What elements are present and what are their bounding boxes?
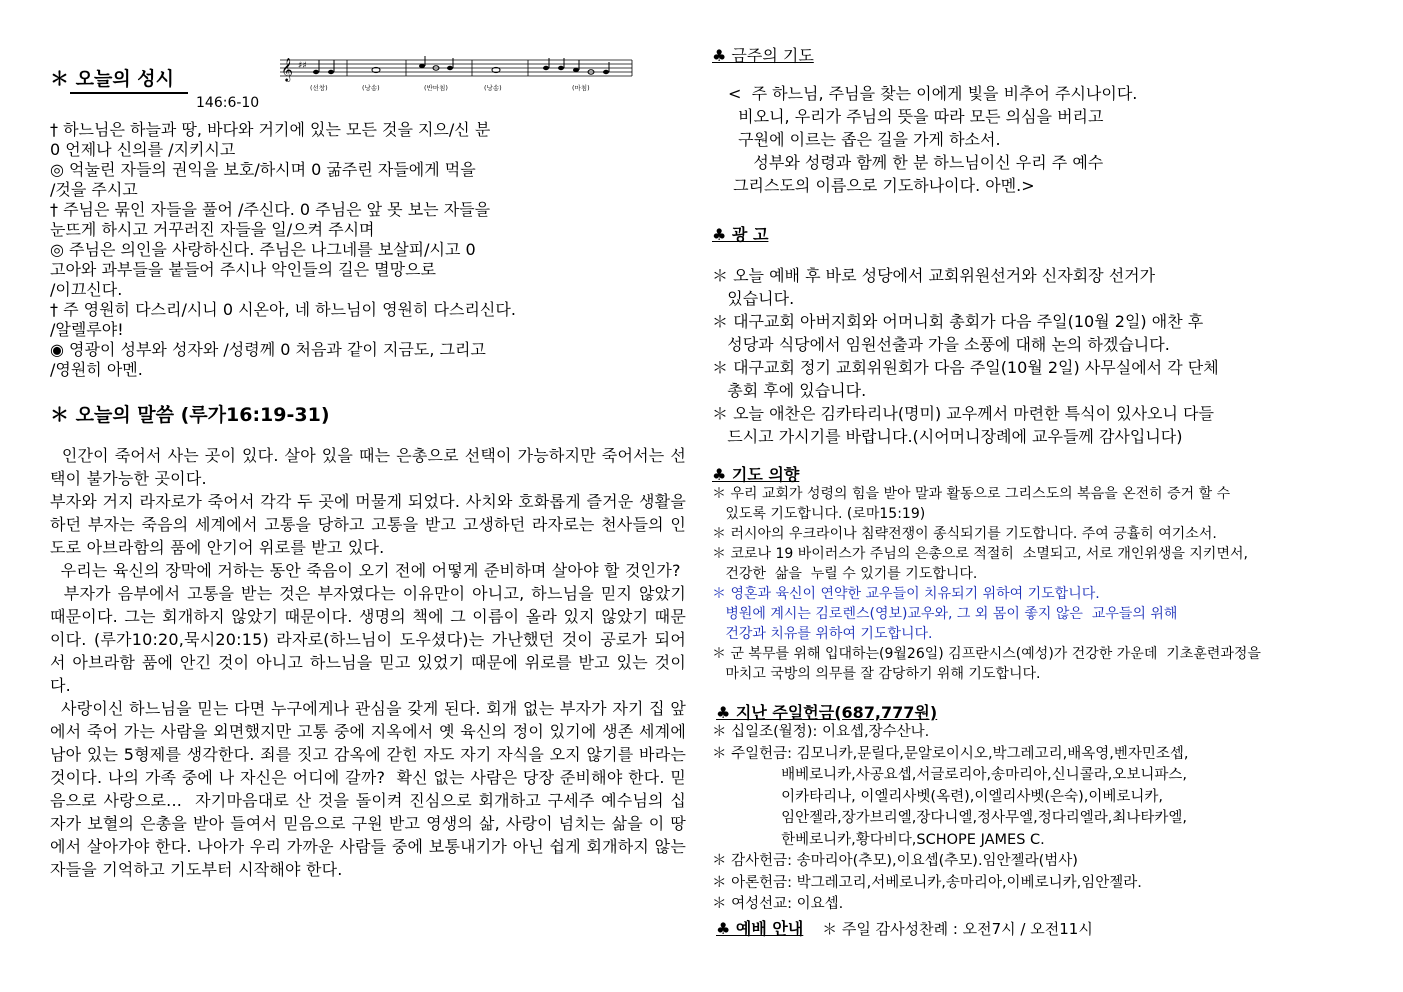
music-label: (반마침) <box>424 84 448 92</box>
intention-line: ＊ 우리 교회가 성령의 힘을 받아 말과 활동으로 그리스도의 복음을 온전히 증거 할 수 <box>712 486 1231 502</box>
prayer-line: 비오니, 우리가 주님의 뜻을 따라 모든 의심을 버리고 <box>728 107 1104 126</box>
prayer-line: 그리스도의 이름으로 기도하나이다. 아멘.> <box>728 176 1035 195</box>
notice-list <box>712 264 1362 448</box>
word-reference: (루가16:19-31) <box>180 404 330 426</box>
sermon-text <box>50 444 692 881</box>
prayer-line: 구원에 이르는 좁은 길을 가게 하소서. <box>728 130 1001 149</box>
offering-list <box>712 722 1372 916</box>
notice-line: ＊ 대구교회 정기 교회위원회가 다음 주일(10월 2일) 사무실에서 각 단체 <box>712 358 1219 377</box>
psalm-line: ◎ 억눌린 자들의 권익을 보호/하시며 0 굶주린 자들에게 먹을 <box>50 160 476 179</box>
notice-line: 성당과 식당에서 임원선출과 가을 소풍에 대해 논의 하겠습니다. <box>712 335 1170 354</box>
offering-line: 배베로니카,사공요셉,서글로리아,송마리아,신니콜라,오보니파스, <box>712 767 1187 783</box>
intention-line: 마치고 국방의 의무를 잘 감당하기 위해 기도합니다. <box>712 666 1041 682</box>
intention-line-highlighted: 건강과 치유를 위하여 기도합니다. <box>712 626 933 642</box>
offering-title: ♣ 지난 주일헌금(687,777원) <box>716 703 938 722</box>
psalm-title-underline <box>70 92 188 94</box>
offering-line: ＊ 아론헌금: 박그레고리,서베로니카,송마리아,이베로니카,임안젤라. <box>712 874 1142 891</box>
intention-line-highlighted: 병원에 계시는 김로렌스(영보)교우와, 그 외 몸이 좋지 않은 교우들의 위해 <box>712 606 1178 622</box>
notice-line: ＊ 오늘 예배 후 바로 성당에서 교회위원선거와 신자회장 선거가 <box>712 266 1156 285</box>
intention-line: ＊ 러시아의 우크라이나 침략전쟁이 종식되기를 기도합니다. 주여 긍휼히 여기소서. <box>712 526 1217 542</box>
psalm-line: 0 언제나 신의를 /지키시고 <box>50 140 236 159</box>
intention-line-highlighted: ＊ 영혼과 육신이 연약한 교우들이 치유되기 위하여 기도합니다. <box>712 586 1100 602</box>
service-times: ＊ 주일 감사성찬례 : 오전7시 / 오전11시 <box>822 920 1093 938</box>
music-label: (낭송) <box>362 84 380 92</box>
chant-music-staff <box>276 54 636 96</box>
offering-line: 임안젤라,장가브리엘,장다니엘,정사무엘,정다리엘라,최나타카엘, <box>712 810 1187 826</box>
sermon-paragraph: 우리는 육신의 장막에 거하는 동안 죽음이 오기 전에 어떻게 준비하며 살아야 할 것인가? <box>50 561 681 580</box>
intention-line: ＊ 군 복무를 위해 입대하는(9월26일) 김프란시스(예성)가 건강한 가운데 기초훈련과정을 <box>712 646 1261 662</box>
sermon-paragraph: 사랑이신 하느님을 믿는 다면 누구에게나 관심을 갖게 된다. 회개 없는 부자가 자기 집 앞에서 죽어 가는 사람을 외면했지만 고통 중에 지옥에서 옛 육신의 정이 있기에 생존 세계에 남아 있는 5형제를 생각한다. 죄를 짓고 감옥에 갇힌 자도 자기 자식을 오지 않기를 바라는 것이다. 나의 가족 중에 나 자신은 어디에 갈까? 확신 없는 사람은 당장 준비해야 한다. 믿음으로 사랑으로... 자기마음대로 산 것을 돌이켜 진심으로 회개하고 구세주 예수님의 십자가 보혈의 은총을 받아 들여서 믿음으로 구원 받고 영생의 삶, 사랑이 넘치는 삶을 이 땅에서 살아가야 한다. 나아가 우리 가까운 사람들 중에 보통내기가 아닌 쉽게 회개하지 않는 자들을 기억하고 기도부터 시작해야 한다. <box>50 699 692 879</box>
music-label: (낭송) <box>484 84 502 92</box>
psalm-title: ＊ 오늘의 성시 <box>50 68 174 90</box>
prayer-line: 성부와 성령과 함께 한 분 하느님이신 우리 주 예수 <box>728 153 1104 172</box>
music-label: (마침) <box>572 84 590 92</box>
psalm-reference: 146:6-10 <box>196 95 260 111</box>
service-title: ♣ 예배 안내 <box>716 919 804 938</box>
intention-line: 건강한 삶을 누릴 수 있기를 기도합니다. <box>712 566 978 582</box>
offering-line: 이카타리나, 이엘리사벳(옥련),이엘리사벳(은숙),이베로니카, <box>712 788 1163 805</box>
psalm-line: 눈뜨게 하시고 거꾸러진 자들을 일/으켜 주시며 <box>50 220 375 239</box>
svg-text:𝄞: 𝄞 <box>281 57 293 81</box>
sermon-paragraph: 인간이 죽어서 사는 곳이 있다. 살아 있을 때는 은총으로 선택이 가능하지만 죽어서는 선택이 불가능한 곳이다. <box>50 446 686 488</box>
psalm-line: ◉ 영광이 성부와 성자와 /성령께 0 처음과 같이 지금도, 그리고 <box>50 340 486 359</box>
notice-line: ＊ 대구교회 아버지회와 어머니회 총회가 다음 주일(10월 2일) 애찬 후 <box>712 312 1204 331</box>
psalm-line: /이끄신다. <box>50 280 123 299</box>
weekly-prayer-title: ♣ 금주의 기도 <box>712 46 814 65</box>
notice-line: 총회 후에 있습니다. <box>712 381 867 400</box>
notice-title: ♣ 광 고 <box>712 225 769 244</box>
prayer-intentions-title: ♣ 기도 의향 <box>712 465 800 484</box>
word-title: ＊ 오늘의 말씀 (루가16:19-31) <box>50 404 330 426</box>
notice-line: 드시고 가시기를 바랍니다.(시어머니장례에 교우들께 감사입니다) <box>712 427 1183 446</box>
offering-line: ＊ 주일헌금: 김모니카,문릴다,문알로이시오,박그레고리,배옥영,벤자민조셉, <box>712 745 1189 762</box>
psalm-line: /영원히 아멘. <box>50 360 143 379</box>
notice-line: 있습니다. <box>712 289 795 308</box>
psalm-line: † 주님은 묶인 자들을 풀어 /주신다. 0 주님은 앞 못 보는 자들을 <box>50 200 491 219</box>
psalm-line: /알렐루야! <box>50 320 124 339</box>
offering-line: ＊ 감사헌금: 송마리아(추모),이요셉(추모).임안젤라(범사) <box>712 853 1078 869</box>
notice-line: ＊ 오늘 애찬은 김카타리나(명미) 교우께서 마련한 특식이 있사오니 다들 <box>712 404 1214 423</box>
offering-line: ＊ 십일조(월정): 이요셉,장수산나. <box>712 724 930 740</box>
prayer-intentions-list <box>712 484 1372 684</box>
psalm-line: † 하느님은 하늘과 땅, 바다와 거기에 있는 모든 것을 지으/신 분 <box>50 120 491 139</box>
service-info <box>716 916 1093 939</box>
prayer-line: < 주 하느님, 주님을 찾는 이에게 빛을 비추어 주시나이다. <box>728 84 1138 103</box>
psalm-line: ◎ 주님은 의인을 사랑하신다. 주님은 나그네를 보살피/시고 0 <box>50 240 476 259</box>
svg-text:♯♯: ♯♯ <box>298 61 307 71</box>
psalm-line: 고아와 과부들을 붙들어 주시나 악인들의 길은 멸망으로 <box>50 260 437 279</box>
weekly-prayer-text <box>728 82 1368 197</box>
offering-line: 한베로니카,황다비다,SCHOPE JAMES C. <box>712 831 1045 848</box>
psalm-line: † 주 영원히 다스리/시니 0 시온아, 네 하느님이 영원히 다스리신다. <box>50 300 516 319</box>
psalm-line: /것을 주시고 <box>50 180 138 199</box>
sermon-paragraph: 부자가 음부에서 고통을 받는 것은 부자였다는 이유만이 아니고, 하느님을 믿지 않았기 때문이다. 그는 회개하지 않았기 때문이다. 생명의 책에 그 이름이 올라 있지 않았기 때문이다. (루가10:20,묵시20:15) 라자로(하느님이 도우셨다)는 가난했던 것이 공로가 되어서 아브라함 품에 안긴 것이 아니고 하느님을 믿고 있었기 때문에 위로를 받고 있는 것이다. <box>50 584 692 695</box>
music-label: (선창) <box>310 84 328 92</box>
sermon-paragraph: 부자와 거지 라자로가 죽어서 각각 두 곳에 머물게 되었다. 사치와 호화롭게 즐거운 생활을 하던 부자는 죽음의 세계에서 고통을 당하고 고통을 받고 고생하던 라자로는 천사들의 인도로 아브라함의 품에 안기어 위로를 받고 있다. <box>50 492 692 557</box>
offering-line: ＊ 여성선교: 이요셉. <box>712 896 844 912</box>
intention-line: 있도록 기도합니다. (로마15:19) <box>712 506 926 522</box>
intention-line: ＊ 코로나 19 바이러스가 주님의 은총으로 적절히 소멸되고, 서로 개인위생을 지키면서, <box>712 546 1248 562</box>
